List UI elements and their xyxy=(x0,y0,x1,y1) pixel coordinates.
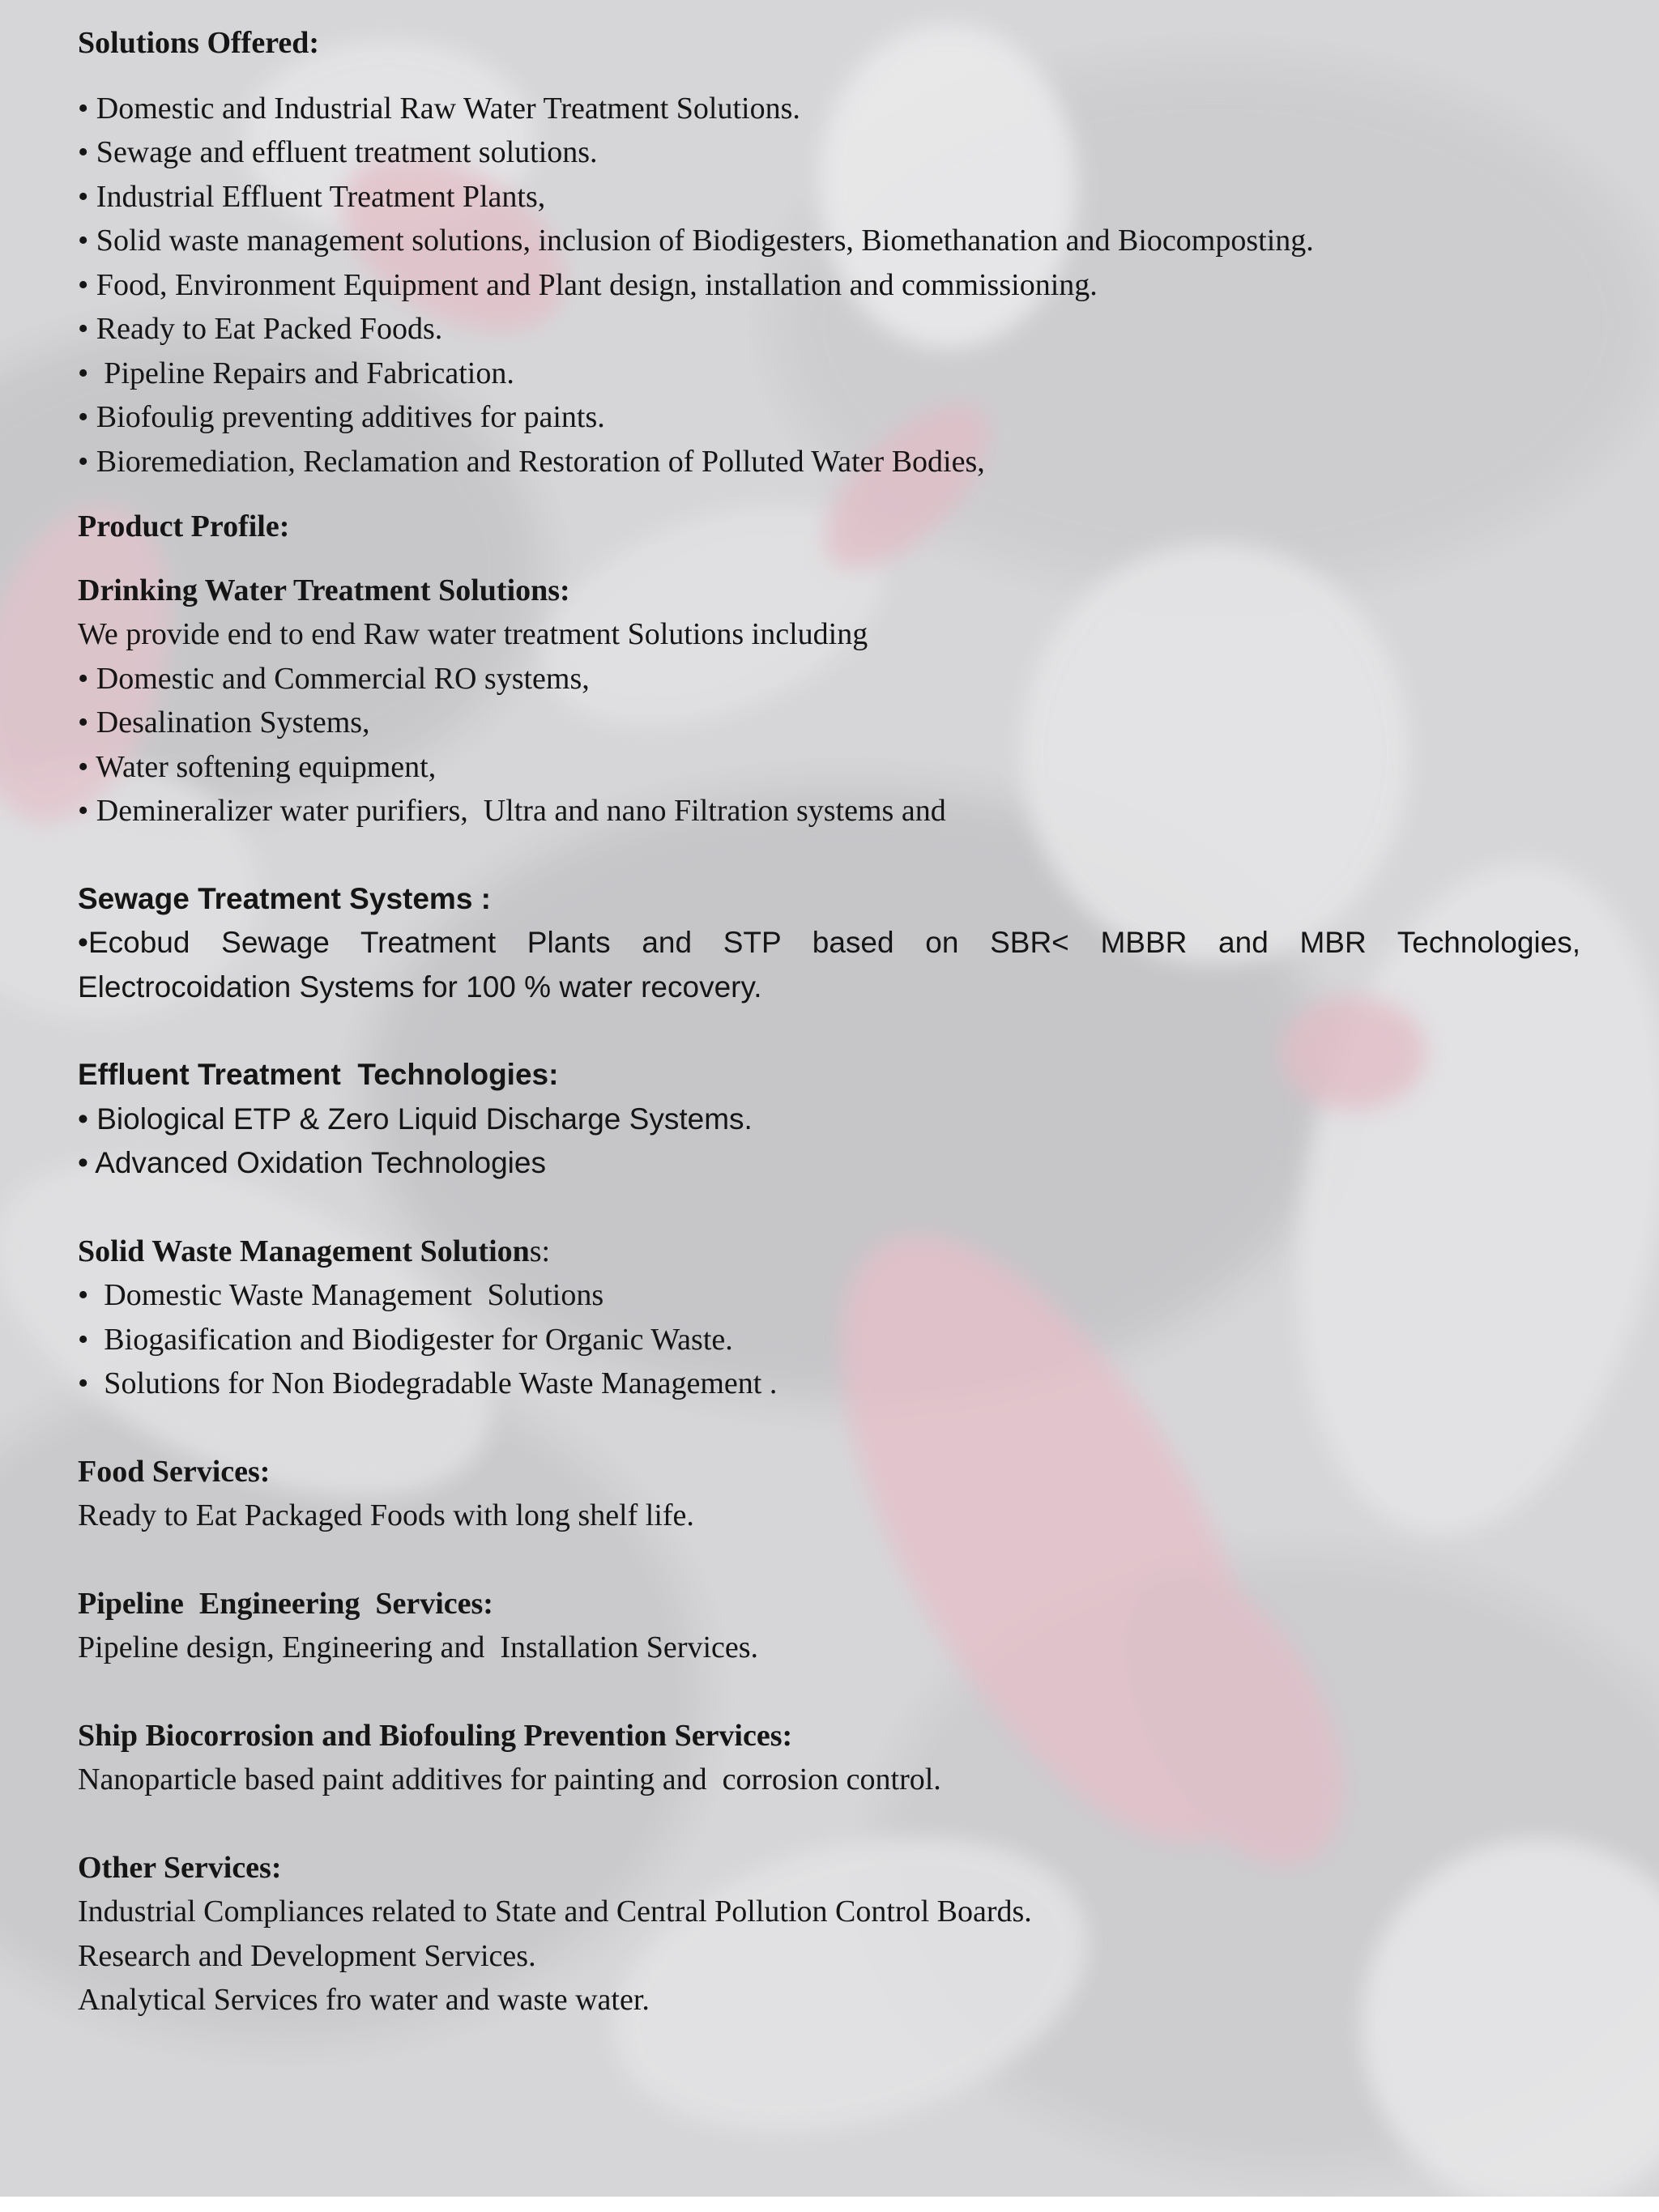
solutions-item: • Food, Environment Equipment and Plant design, installation and commissioning. xyxy=(78,267,1098,302)
ship-heading: Ship Biocorrosion and Biofouling Prevention Services: xyxy=(78,1718,793,1753)
other-item: Analytical Services fro water and waste water. xyxy=(78,1983,650,2017)
page-bottom-margin xyxy=(0,2197,1659,2212)
solutions-item: • Industrial Effluent Treatment Plants, xyxy=(78,179,546,214)
drinking-water-item: • Domestic and Commercial RO systems, xyxy=(78,661,590,696)
solid-waste-item: • Biogasification and Biodigester for Organic Waste. xyxy=(78,1322,733,1357)
solutions-item: • Sewage and effluent treatment solutions. xyxy=(78,135,598,169)
other-item: Industrial Compliances related to State and Central Pollution Control Boards. xyxy=(78,1894,1032,1929)
solutions-item: • Ready to Eat Packed Foods. xyxy=(78,312,443,346)
solutions-item: • Solid waste management solutions, inclusion of Biodigesters, Biomethanation and Biocomposting. xyxy=(78,224,1314,258)
drinking-water-item: • Water softening equipment, xyxy=(78,749,437,784)
other-heading: Other Services: xyxy=(78,1850,282,1885)
sewage-line-1: •Ecobud Sewage Treatment Plants and STP based on SBR< MBBR and MBR Technologies, xyxy=(78,926,1580,959)
effluent-item: • Biological ETP & Zero Liquid Discharge Systems. xyxy=(78,1102,753,1136)
document-content xyxy=(78,21,1580,2022)
drinking-water-intro: We provide end to end Raw water treatment Solutions including xyxy=(78,617,868,651)
effluent-heading: Effluent Treatment Technologies: xyxy=(78,1058,559,1091)
solutions-item: • Pipeline Repairs and Fabrication. xyxy=(78,356,514,390)
solid-waste-heading-tail: s: xyxy=(529,1234,551,1268)
solid-waste-item: • Solutions for Non Biodegradable Waste Management . xyxy=(78,1366,778,1400)
drinking-water-heading: Drinking Water Treatment Solutions: xyxy=(78,573,570,607)
effluent-item: • Advanced Oxidation Technologies xyxy=(78,1146,546,1179)
ship-text: Nanoparticle based paint additives for painting and corrosion control. xyxy=(78,1762,941,1796)
pipeline-text: Pipeline design, Engineering and Installation Services. xyxy=(78,1630,759,1664)
solid-waste-heading xyxy=(78,1230,1580,1274)
solid-waste-item: • Domestic Waste Management Solutions xyxy=(78,1278,604,1312)
sewage-line-2: Electrocoidation Systems for 100 % water recovery. xyxy=(78,970,762,1004)
sewage-heading: Sewage Treatment Systems : xyxy=(78,881,491,915)
other-item: Research and Development Services. xyxy=(78,1938,536,1973)
food-text: Ready to Eat Packaged Foods with long shelf life. xyxy=(78,1498,694,1532)
product-profile-heading: Product Profile: xyxy=(78,509,290,543)
drinking-water-item: • Desalination Systems, xyxy=(78,705,370,739)
solutions-item: • Biofoulig preventing additives for paints. xyxy=(78,400,605,434)
solutions-heading: Solutions Offered: xyxy=(78,26,320,60)
solutions-item: • Bioremediation, Reclamation and Restoration of Polluted Water Bodies, xyxy=(78,444,985,479)
solid-waste-heading-bold: Solid Waste Management Solution xyxy=(78,1234,530,1268)
pipeline-heading: Pipeline Engineering Services: xyxy=(78,1586,493,1621)
solutions-item: • Domestic and Industrial Raw Water Treatment Solutions. xyxy=(78,91,800,126)
drinking-water-item: • Demineralizer water purifiers, Ultra and nano Filtration systems and xyxy=(78,794,946,828)
food-heading: Food Services: xyxy=(78,1454,271,1489)
